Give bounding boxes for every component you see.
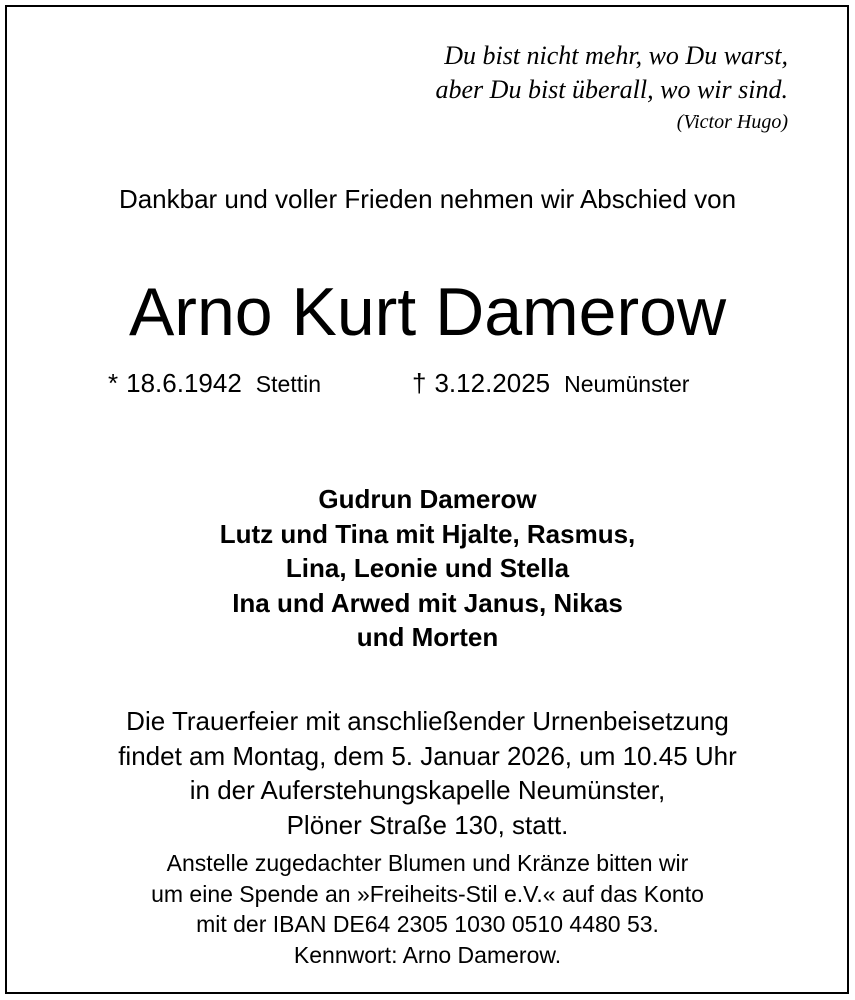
donation-line: mit der IBAN DE64 2305 1030 0510 4480 53. [196, 911, 659, 937]
donation-line: Kennwort: Arno Damerow. [293, 941, 562, 968]
donation-line: Anstelle zugedachter Blumen und Kränze bitten wir [166, 850, 689, 876]
deceased-name: Arno Kurt Damerow [128, 274, 727, 350]
family-line: Lutz und Tina mit Hjalte, Rasmus, [219, 518, 636, 549]
ceremony-line: findet am Montag, dem 5. Januar 2026, um 10.45 Uhr [118, 740, 737, 771]
ceremony-line: in der Auferstehungskapelle Neumünster, [189, 775, 666, 805]
family-line: und Morten [356, 622, 499, 652]
birth-info [108, 368, 321, 403]
donation-info [0, 848, 855, 970]
quote-author: (Victor Hugo) [676, 111, 788, 133]
birth-place: Stettin [255, 371, 322, 397]
death-info [412, 368, 689, 403]
quote-line-2: aber Du bist überall, wo wir sind. [435, 75, 788, 104]
death-date: 3.12.2025 [434, 368, 551, 398]
donation-line: um eine Spende an »Freiheits-Stil e.V.« auf das Konto [151, 880, 704, 907]
birth-symbol: * [108, 368, 119, 398]
family-list [0, 482, 855, 655]
quote-line-1: Du bist nicht mehr, wo Du warst, [444, 41, 788, 70]
family-line: Lina, Leonie und Stella [285, 553, 570, 583]
intro-text: Dankbar und voller Frieden nehmen wir Abschied von [118, 184, 737, 214]
ceremony-line: Plöner Straße 130, statt. [286, 809, 569, 840]
ceremony-line: Die Trauerfeier mit anschließender Urnenbeisetzung [126, 706, 729, 736]
death-place: Neumünster [564, 371, 690, 397]
family-line: Gudrun Damerow [318, 484, 537, 514]
birth-date: 18.6.1942 [126, 368, 242, 398]
family-line: Ina und Arwed mit Janus, Nikas [232, 587, 623, 618]
death-symbol: † [412, 368, 427, 398]
ceremony-info [0, 704, 855, 842]
